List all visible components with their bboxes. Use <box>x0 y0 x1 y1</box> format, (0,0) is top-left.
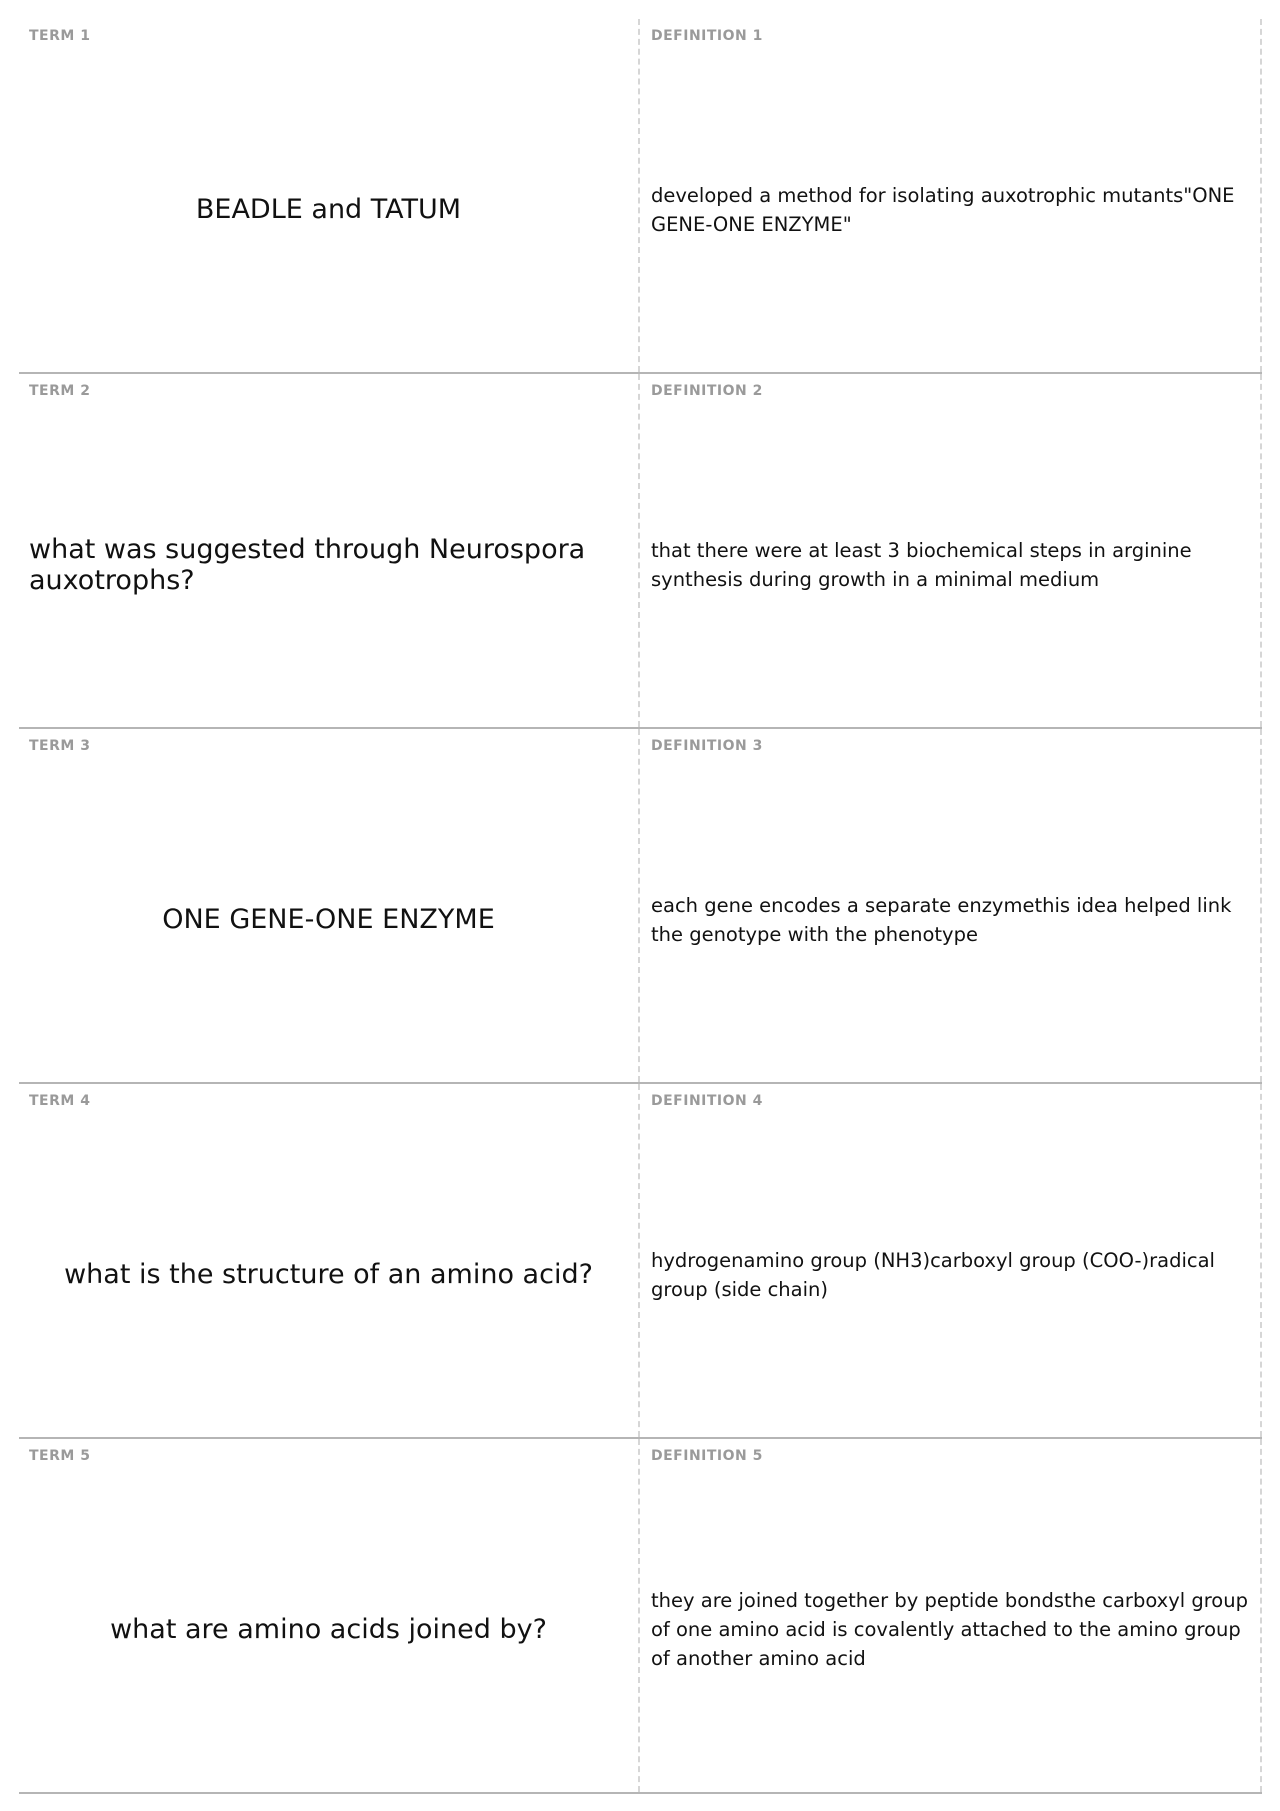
definition-text: hydrogenamino group (NH3)carboxyl group (COO-)radical group (side chain) <box>651 1248 1215 1301</box>
definition-label: DEFINITION 1 <box>651 28 763 44</box>
definition-cell <box>640 1084 1262 1437</box>
definition-label: DEFINITION 4 <box>651 1093 763 1109</box>
term-text: what is the structure of an amino acid? <box>64 1259 593 1290</box>
card-row-5 <box>19 1439 1262 1794</box>
definition-label: DEFINITION 2 <box>651 383 763 399</box>
definition-cell <box>640 374 1262 727</box>
term-cell <box>19 374 640 727</box>
term-cell <box>19 19 640 372</box>
definition-cell <box>640 729 1262 1082</box>
definition-cell <box>640 19 1262 372</box>
card-row-4 <box>19 1084 1262 1439</box>
term-cell <box>19 1084 640 1437</box>
term-cell <box>19 729 640 1082</box>
definition-label: DEFINITION 3 <box>651 738 763 754</box>
definition-cell <box>640 1439 1262 1792</box>
term-text: what are amino acids joined by? <box>110 1614 547 1645</box>
term-text: ONE GENE-ONE ENZYME <box>162 904 495 935</box>
card-row-1 <box>19 19 1262 374</box>
flashcard-sheet <box>19 19 1262 1794</box>
definition-text: each gene encodes a separate enzymethis idea helped link the genotype with the phenotype <box>651 893 1232 946</box>
term-label: TERM 1 <box>29 28 91 44</box>
definition-text: developed a method for isolating auxotrophic mutants"ONE GENE-ONE ENZYME" <box>651 183 1235 236</box>
definition-text: that there were at least 3 biochemical steps in arginine synthesis during growth in a minimal medium <box>651 538 1192 591</box>
term-text: BEADLE and TATUM <box>195 194 462 225</box>
card-row-2 <box>19 374 1262 729</box>
term-label: TERM 4 <box>29 1093 91 1109</box>
term-cell <box>19 1439 640 1792</box>
definition-label: DEFINITION 5 <box>651 1448 763 1464</box>
definition-text: they are joined together by peptide bondsthe carboxyl group of one amino acid is covalently attached to the amino group of another amino acid <box>651 1589 1248 1670</box>
term-text: what was suggested through Neurospora auxotrophs? <box>29 533 586 596</box>
term-label: TERM 3 <box>29 738 91 754</box>
card-row-3 <box>19 729 1262 1084</box>
term-label: TERM 5 <box>29 1448 91 1464</box>
term-label: TERM 2 <box>29 383 91 399</box>
